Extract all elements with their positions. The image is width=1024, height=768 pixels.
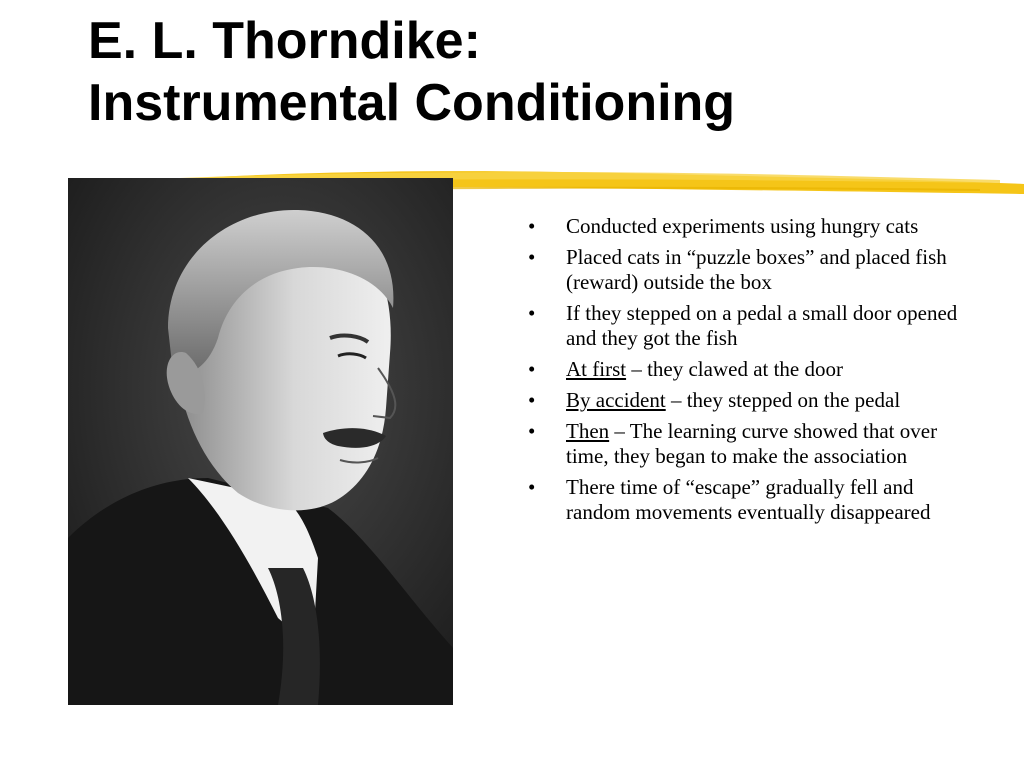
bullet-text: – they stepped on the pedal (665, 388, 901, 412)
bullet-list (520, 214, 960, 531)
list-item (520, 214, 960, 239)
bullet-lead-underlined: Then (566, 419, 610, 443)
thorndike-portrait-icon (68, 178, 453, 705)
bullet-lead-underlined: By accident (566, 388, 666, 412)
list-item (520, 388, 960, 413)
bullet-text: There time of “escape” gradually fell and random movements eventually disappeared (566, 475, 931, 524)
bullet-glyph: • (528, 419, 536, 443)
bullet-glyph: • (528, 475, 536, 499)
bullet-text: – The learning curve showed that over time, they began to make the association (566, 419, 938, 468)
bullet-glyph: • (528, 301, 536, 325)
list-item (520, 301, 960, 351)
list-item (520, 419, 960, 469)
bullet-text: Conducted experiments using hungry cats (566, 214, 919, 238)
title-line-1: E. L. Thorndike: (88, 12, 481, 70)
bullet-lead-underlined: At first (566, 357, 627, 381)
portrait-image (68, 178, 453, 705)
bullet-glyph: • (528, 214, 536, 238)
bullet-text: Placed cats in “puzzle boxes” and placed fish (reward) outside the box (566, 245, 947, 294)
bullet-glyph: • (528, 357, 536, 381)
list-item (520, 357, 960, 382)
slide-title (88, 10, 988, 134)
list-item (520, 245, 960, 295)
bullet-glyph: • (528, 388, 536, 412)
title-line-2: Instrumental Conditioning (88, 74, 736, 132)
bullet-text: – they clawed at the door (626, 357, 843, 381)
bullet-text: If they stepped on a pedal a small door opened and they got the fish (566, 301, 958, 350)
list-item (520, 475, 960, 525)
bullet-glyph: • (528, 245, 536, 269)
